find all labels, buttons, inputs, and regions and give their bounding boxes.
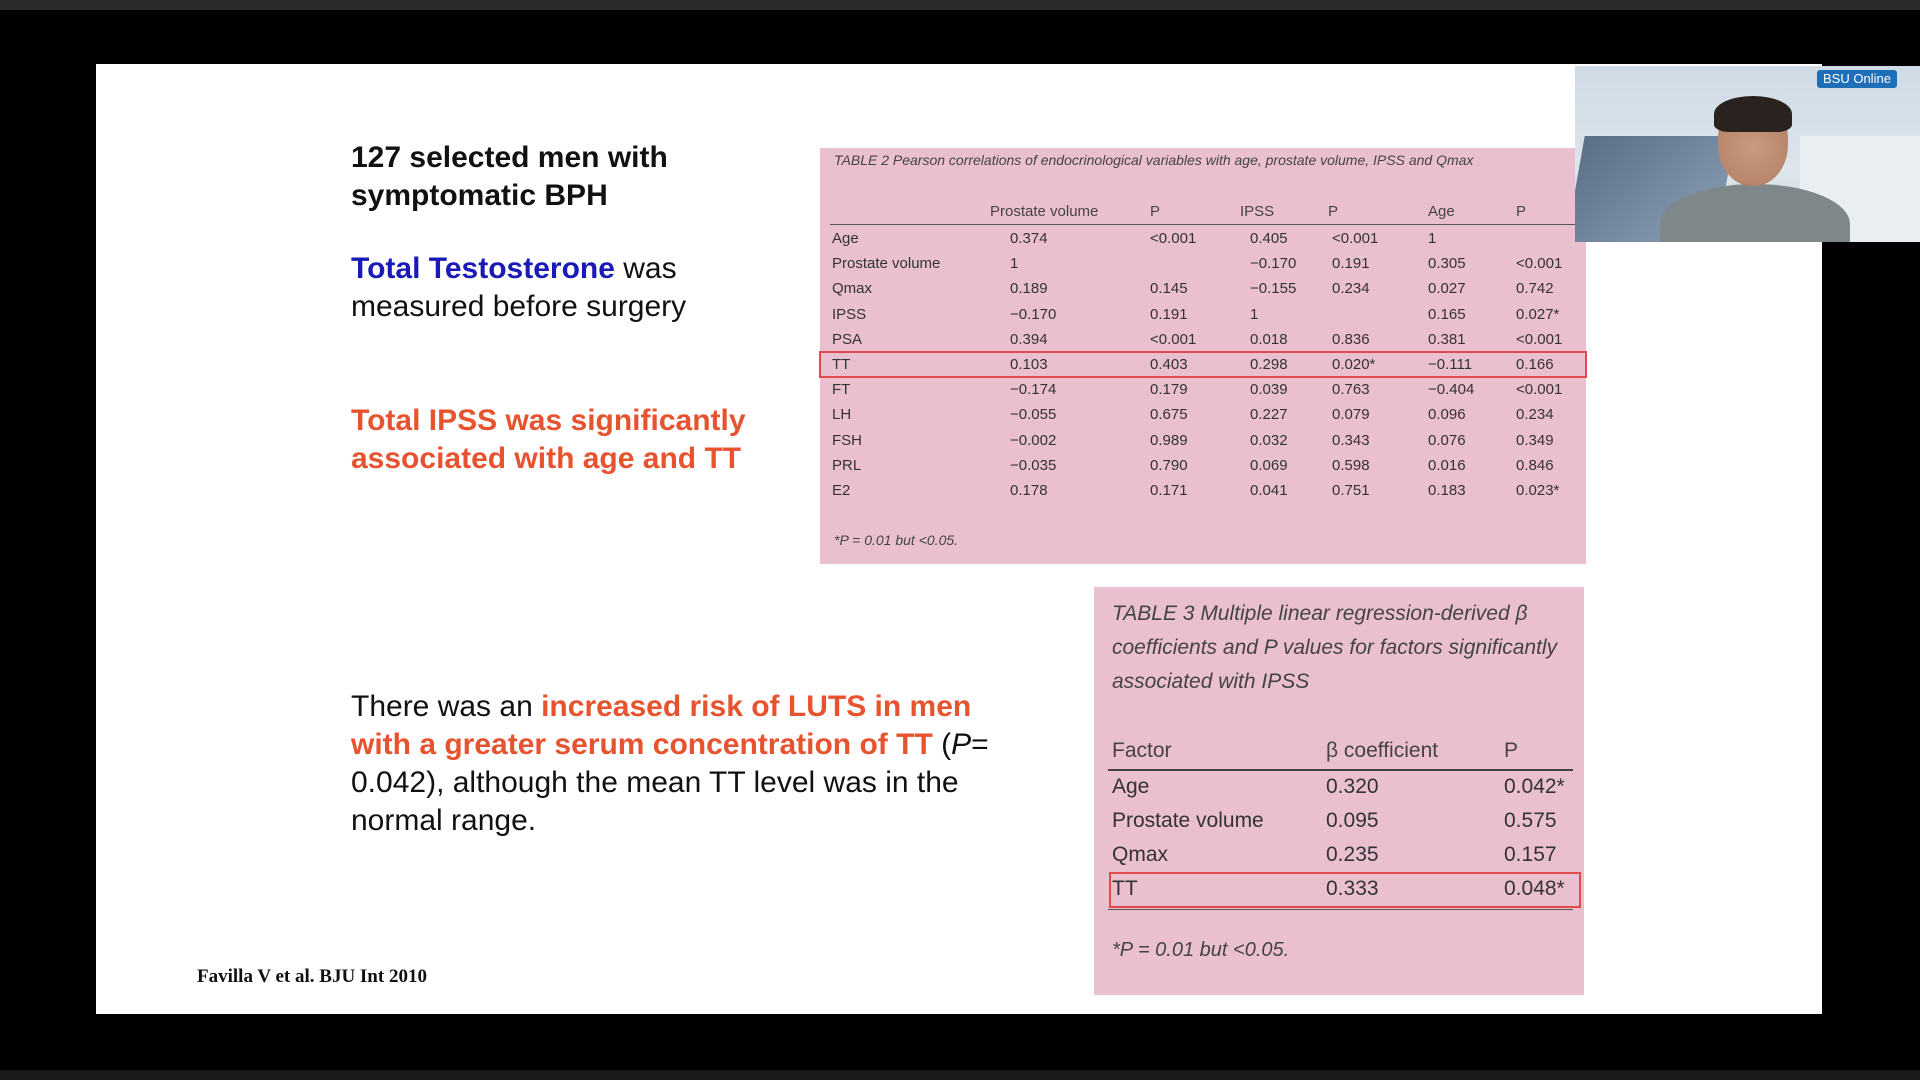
table2-row <box>820 377 1586 402</box>
table2-cell: 0.076 <box>1428 431 1466 449</box>
table2-cell: −0.174 <box>1010 381 1057 399</box>
table2-cell: 0.305 <box>1428 255 1466 273</box>
table2-cell: <0.001 <box>1332 230 1379 247</box>
top-bar <box>0 0 1920 10</box>
table2-cell: 0.403 <box>1150 355 1188 373</box>
table2-row <box>820 428 1586 453</box>
table2-cell: 0.018 <box>1250 330 1288 348</box>
webcam-logo-badge: BSU Online <box>1817 70 1897 88</box>
table3-cell: 0.095 <box>1326 809 1379 832</box>
table2-cell: 0.178 <box>1010 481 1048 499</box>
table2-cell: 0.191 <box>1332 255 1370 273</box>
luts-statement <box>351 688 1031 840</box>
table3-header <box>1094 735 1584 765</box>
luts-highlight: increased risk of LUTS in men with a greater serum concentration of TT <box>351 690 972 761</box>
table2-row-label: Qmax <box>832 280 873 298</box>
testosterone-statement <box>351 250 771 326</box>
table2-cell: 0.023* <box>1516 481 1560 499</box>
table3-row-label: Prostate volume <box>1112 809 1264 832</box>
table2-cell: 0.234 <box>1516 406 1554 424</box>
table2-row <box>820 226 1586 251</box>
table2-cell: −0.404 <box>1428 381 1475 399</box>
luts-mid: ( <box>932 728 952 761</box>
table2-cell: 0.171 <box>1150 481 1188 499</box>
table2-cell: 0.020* <box>1332 355 1376 373</box>
table3-row-label: Age <box>1112 775 1150 798</box>
table2-cell: 0.763 <box>1332 381 1370 399</box>
slide-heading: 127 selected men with symptomatic BPH <box>351 141 668 212</box>
table2-cell: 0.989 <box>1150 431 1188 449</box>
table2-cell: 0.096 <box>1428 406 1466 424</box>
presenter-hair <box>1714 96 1792 132</box>
table2-cell: 0.381 <box>1428 330 1466 348</box>
table3-cell: 0.320 <box>1326 775 1379 798</box>
table2-row-label: PSA <box>832 330 863 348</box>
table2-body <box>820 226 1586 503</box>
table2-row-label: FT <box>832 381 851 399</box>
table2-cell: <0.001 <box>1150 230 1197 247</box>
table2-row <box>820 352 1586 377</box>
table2-cell: <0.001 <box>1516 255 1563 273</box>
table3 <box>1094 587 1584 995</box>
tt-rest: was measured before surgery <box>351 252 687 323</box>
table2-cell: 0.394 <box>1010 330 1048 348</box>
table2-cell: 0.349 <box>1516 431 1554 449</box>
table2-cell: −0.170 <box>1010 305 1057 323</box>
table3-row <box>1094 839 1584 873</box>
table2-row <box>820 402 1586 427</box>
table2-cell: 0.227 <box>1250 406 1288 424</box>
table2-row <box>820 453 1586 478</box>
table3-row <box>1094 805 1584 839</box>
ipss-statement: Total IPSS was significantly associated with age and TT <box>351 404 746 475</box>
bottom-bar <box>0 1070 1920 1080</box>
table2-cell: 0.742 <box>1516 280 1554 298</box>
table2-cell: 0.016 <box>1428 456 1466 474</box>
table2-cell: 0.374 <box>1010 230 1048 247</box>
table3-row-label: Qmax <box>1112 843 1169 866</box>
luts-post: = 0.042), although the mean TT level was in the normal range. <box>351 728 989 837</box>
table2-cell: −0.155 <box>1250 280 1297 298</box>
table3-cell: 0.157 <box>1504 843 1557 866</box>
webcam-video[interactable] <box>1575 66 1920 242</box>
table3-cell: 0.235 <box>1326 843 1379 866</box>
table2-cell: −0.002 <box>1010 431 1057 449</box>
table2-cell: 0.041 <box>1250 481 1288 499</box>
table2-row <box>820 327 1586 352</box>
table2-cell: −0.170 <box>1250 255 1297 273</box>
luts-pre: There was an <box>351 690 542 723</box>
table3-header-cell: β coefficient <box>1326 739 1439 762</box>
table2-row-label: Age <box>832 230 859 247</box>
table3-header-cell: P <box>1504 739 1519 762</box>
table3-cell: 0.333 <box>1326 877 1379 900</box>
table2-header-cell: Age <box>1428 203 1455 220</box>
table2-row <box>820 302 1586 327</box>
table2-row <box>820 251 1586 276</box>
table2-cell: 0.191 <box>1150 305 1188 323</box>
tt-highlight: Total Testosterone <box>351 252 615 285</box>
table2-cell: <0.001 <box>1516 381 1563 399</box>
table2-cell: 0.675 <box>1150 406 1188 424</box>
table2-cell: 0.234 <box>1332 280 1370 298</box>
table2-cell: 0.103 <box>1010 355 1048 373</box>
table2-cell: −0.055 <box>1010 406 1057 424</box>
table2-cell: 0.790 <box>1150 456 1188 474</box>
table2-cell: 0.846 <box>1516 456 1554 474</box>
table2-cell: 0.166 <box>1516 355 1554 373</box>
table2-header-cell: P <box>1516 203 1527 220</box>
table2-row-label: IPSS <box>832 305 867 323</box>
table2-cell: 1 <box>1010 255 1019 273</box>
table2-row-label: Prostate volume <box>832 255 941 273</box>
table2-cell: <0.001 <box>1150 330 1197 348</box>
table2-cell: 0.751 <box>1332 481 1370 499</box>
table2-cell: 0.189 <box>1010 280 1048 298</box>
table3-caption: TABLE 3 Multiple linear regression-derived β coefficients and P values for factors significantly associated with IPSS <box>1112 602 1558 693</box>
table2-header-cell: IPSS <box>1240 203 1275 220</box>
table2-row-label: LH <box>832 406 852 424</box>
table3-cell: 0.575 <box>1504 809 1557 832</box>
table2-cell: 1 <box>1428 230 1437 247</box>
table2-cell: 0.027* <box>1516 305 1560 323</box>
table2-footnote: *P = 0.01 but <0.05. <box>834 532 959 548</box>
table3-row-label: TT <box>1112 877 1138 900</box>
table2-cell: 0.079 <box>1332 406 1370 424</box>
luts-p: P <box>951 728 972 761</box>
table2-header <box>820 200 1586 224</box>
table2-cell: <0.001 <box>1516 330 1563 348</box>
table2-cell: −0.035 <box>1010 456 1057 474</box>
table2-cell: 0.343 <box>1332 431 1370 449</box>
table2-caption: TABLE 2 Pearson correlations of endocrinological variables with age, prostate volume, IPSS and Qmax <box>834 152 1474 168</box>
table2 <box>820 148 1586 564</box>
table2-row-label: PRL <box>832 456 862 474</box>
table2-row-label: FSH <box>832 431 862 449</box>
table2-row-label: E2 <box>832 481 851 499</box>
table2-cell: 0.183 <box>1428 481 1466 499</box>
table2-cell: 0.039 <box>1250 381 1288 399</box>
table2-row <box>820 276 1586 301</box>
table2-header-cell: P <box>1150 203 1161 220</box>
table2-row-label: TT <box>832 355 851 373</box>
table2-cell: 0.165 <box>1428 305 1466 323</box>
table2-cell: −0.111 <box>1428 355 1473 373</box>
table2-cell: 0.032 <box>1250 431 1288 449</box>
table2-cell: 0.598 <box>1332 456 1370 474</box>
table2-cell: 0.298 <box>1250 355 1288 373</box>
table2-cell: 0.405 <box>1250 230 1288 247</box>
table2-cell: 0.179 <box>1150 381 1188 399</box>
table2-cell: 1 <box>1250 305 1259 323</box>
table2-row <box>820 478 1586 503</box>
table3-bottom-rule <box>1108 909 1573 910</box>
table3-row <box>1110 873 1580 907</box>
table2-cell: 0.145 <box>1150 280 1188 298</box>
table2-cell: 0.836 <box>1332 330 1370 348</box>
table3-cell: 0.048* <box>1504 877 1565 900</box>
citation: Favilla V et al. BJU Int 2010 <box>197 966 427 987</box>
table3-header-cell: Factor <box>1112 739 1172 762</box>
table3-cell: 0.042* <box>1504 775 1565 798</box>
table3-body <box>1094 771 1584 907</box>
table2-header-cell: P <box>1328 203 1339 220</box>
table2-rule <box>830 224 1580 225</box>
table3-row <box>1094 771 1584 805</box>
table3-footnote: *P = 0.01 but <0.05. <box>1112 939 1290 961</box>
table2-header-cell: Prostate volume <box>990 203 1099 220</box>
table2-cell: 0.069 <box>1250 456 1288 474</box>
table2-cell: 0.027 <box>1428 280 1466 298</box>
